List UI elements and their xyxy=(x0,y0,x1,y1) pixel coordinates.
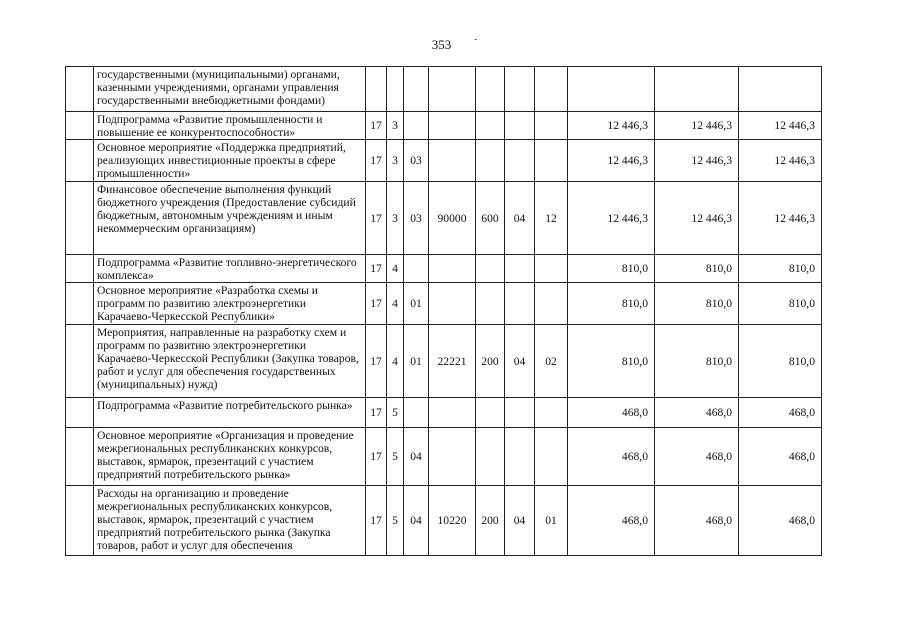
code-cell xyxy=(429,140,476,182)
code-cell: 04 xyxy=(404,486,429,556)
amount-cell: 810,0 xyxy=(568,325,655,398)
code-cell: 04 xyxy=(404,428,429,486)
code-cell xyxy=(505,255,535,283)
code-cell: 02 xyxy=(535,325,568,398)
code-cell: 200 xyxy=(476,325,505,398)
code-cell xyxy=(535,112,568,140)
code-cell: 04 xyxy=(505,325,535,398)
table-row xyxy=(66,398,822,428)
amount-cell: 810,0 xyxy=(739,325,822,398)
table-row xyxy=(66,67,822,112)
row-name-cell: Основное мероприятие «Разработка схемы и программ по развитию электроэнергетики Карачаево-Черкесской Республики» xyxy=(94,283,366,325)
code-cell: 04 xyxy=(505,182,535,255)
code-cell xyxy=(404,67,429,112)
code-cell: 22221 xyxy=(429,325,476,398)
code-cell xyxy=(404,112,429,140)
code-cell xyxy=(505,398,535,428)
row-name-cell: Подпрограмма «Развитие промышленности и повышение ее конкурентоспособности» xyxy=(94,112,366,140)
code-cell: 90000 xyxy=(429,182,476,255)
code-cell xyxy=(535,140,568,182)
code-cell: 12 xyxy=(535,182,568,255)
code-cell: 3 xyxy=(387,182,404,255)
code-cell xyxy=(476,67,505,112)
budget-table xyxy=(65,66,822,556)
code-cell: 17 xyxy=(366,182,387,255)
code-cell xyxy=(476,140,505,182)
amount-cell: 468,0 xyxy=(739,486,822,556)
row-name-cell: Основное мероприятие «Организация и проведение межрегиональных республиканских конкурсов, выставок, ярмарок, презентаций с участием предприятий потребительского рынка» xyxy=(94,428,366,486)
row-index-cell xyxy=(66,398,94,428)
code-cell: 17 xyxy=(366,283,387,325)
code-cell: 03 xyxy=(404,182,429,255)
row-index-cell xyxy=(66,182,94,255)
code-cell: 03 xyxy=(404,140,429,182)
amount-cell: 12 446,3 xyxy=(568,182,655,255)
amount-cell: 12 446,3 xyxy=(655,182,739,255)
table-row xyxy=(66,283,822,325)
table-body xyxy=(66,67,822,556)
row-index-cell xyxy=(66,325,94,398)
code-cell xyxy=(404,255,429,283)
code-cell: 01 xyxy=(404,283,429,325)
code-cell: 5 xyxy=(387,428,404,486)
amount-cell: 468,0 xyxy=(568,398,655,428)
amount-cell: 12 446,3 xyxy=(739,140,822,182)
code-cell xyxy=(366,67,387,112)
code-cell xyxy=(505,283,535,325)
row-name-cell: Подпрограмма «Развитие топливно-энергетического комплекса» xyxy=(94,255,366,283)
table-row xyxy=(66,325,822,398)
amount-cell xyxy=(568,67,655,112)
row-name-cell: Расходы на организацию и проведение межрегиональных республиканских конкурсов, выставок, ярмарок, презентаций с участием предприятий потребительского рынка (Закупка товаров, работ и услуг для обеспечения xyxy=(94,486,366,556)
row-index-cell xyxy=(66,428,94,486)
code-cell xyxy=(429,283,476,325)
code-cell: 3 xyxy=(387,112,404,140)
table-row xyxy=(66,112,822,140)
amount-cell: 810,0 xyxy=(655,255,739,283)
amount-cell xyxy=(655,67,739,112)
code-cell xyxy=(505,67,535,112)
row-name-cell: Подпрограмма «Развитие потребительского рынка» xyxy=(94,398,366,428)
code-cell: 01 xyxy=(535,486,568,556)
code-cell xyxy=(535,67,568,112)
row-index-cell xyxy=(66,255,94,283)
code-cell: 200 xyxy=(476,486,505,556)
code-cell xyxy=(505,140,535,182)
code-cell: 17 xyxy=(366,140,387,182)
code-cell: 5 xyxy=(387,486,404,556)
row-index-cell xyxy=(66,112,94,140)
amount-cell: 468,0 xyxy=(655,398,739,428)
code-cell xyxy=(535,255,568,283)
amount-cell: 12 446,3 xyxy=(739,182,822,255)
code-cell: 4 xyxy=(387,255,404,283)
code-cell xyxy=(404,398,429,428)
code-cell xyxy=(429,67,476,112)
code-cell: 17 xyxy=(366,486,387,556)
code-cell xyxy=(476,112,505,140)
code-cell: 04 xyxy=(505,486,535,556)
page-number: 353 xyxy=(431,37,452,52)
code-cell xyxy=(505,112,535,140)
row-name-cell: Мероприятия, направленные на разработку схем и программ по развитию электроэнергетики Карачаево-Черкесской Республики (Закупка товаров, работ и услуг для обеспечения государственных (муниципальных) нужд) xyxy=(94,325,366,398)
amount-cell: 468,0 xyxy=(739,428,822,486)
table-row xyxy=(66,182,822,255)
row-name-cell: Основное мероприятие «Поддержка предприятий, реализующих инвестиционные проекты в сфере промышленности» xyxy=(94,140,366,182)
code-cell: 4 xyxy=(387,325,404,398)
code-cell xyxy=(429,398,476,428)
row-index-cell xyxy=(66,67,94,112)
amount-cell: 12 446,3 xyxy=(568,112,655,140)
amount-cell: 12 446,3 xyxy=(739,112,822,140)
code-cell: 17 xyxy=(366,112,387,140)
row-index-cell xyxy=(66,486,94,556)
row-name-cell: государственными (муниципальными) органами, казенными учреждениями, органами управления государственными внебюджетными фондами) xyxy=(94,67,366,112)
code-cell: 4 xyxy=(387,283,404,325)
amount-cell: 810,0 xyxy=(568,283,655,325)
code-cell xyxy=(429,428,476,486)
amount-cell: 810,0 xyxy=(739,255,822,283)
amount-cell: 810,0 xyxy=(739,283,822,325)
code-cell xyxy=(387,67,404,112)
code-cell: 01 xyxy=(404,325,429,398)
amount-cell: 468,0 xyxy=(568,428,655,486)
code-cell: 5 xyxy=(387,398,404,428)
code-cell xyxy=(505,428,535,486)
code-cell xyxy=(535,398,568,428)
amount-cell xyxy=(739,67,822,112)
code-cell xyxy=(476,255,505,283)
row-index-cell xyxy=(66,283,94,325)
code-cell xyxy=(535,428,568,486)
table-row xyxy=(66,255,822,283)
table-row xyxy=(66,486,822,556)
amount-cell: 810,0 xyxy=(568,255,655,283)
code-cell: 17 xyxy=(366,325,387,398)
code-cell: 17 xyxy=(366,255,387,283)
code-cell: 17 xyxy=(366,428,387,486)
amount-cell: 468,0 xyxy=(568,486,655,556)
table-row xyxy=(66,428,822,486)
code-cell: 600 xyxy=(476,182,505,255)
code-cell: 17 xyxy=(366,398,387,428)
table-row xyxy=(66,140,822,182)
code-cell: 10220 xyxy=(429,486,476,556)
page-dash-mark: - xyxy=(474,34,478,45)
amount-cell: 468,0 xyxy=(655,428,739,486)
row-index-cell xyxy=(66,140,94,182)
code-cell xyxy=(476,428,505,486)
code-cell: 3 xyxy=(387,140,404,182)
amount-cell: 12 446,3 xyxy=(655,112,739,140)
amount-cell: 468,0 xyxy=(655,486,739,556)
row-name-cell: Финансовое обеспечение выполнения функций бюджетного учреждения (Предоставление субсидий бюджетным, автономным учреждениям и иным некоммерческим организациям) xyxy=(94,182,366,255)
code-cell xyxy=(429,112,476,140)
amount-cell: 810,0 xyxy=(655,283,739,325)
amount-cell: 810,0 xyxy=(655,325,739,398)
code-cell xyxy=(476,398,505,428)
code-cell xyxy=(535,283,568,325)
amount-cell: 12 446,3 xyxy=(568,140,655,182)
amount-cell: 468,0 xyxy=(739,398,822,428)
amount-cell: 12 446,3 xyxy=(655,140,739,182)
code-cell xyxy=(476,283,505,325)
code-cell xyxy=(429,255,476,283)
